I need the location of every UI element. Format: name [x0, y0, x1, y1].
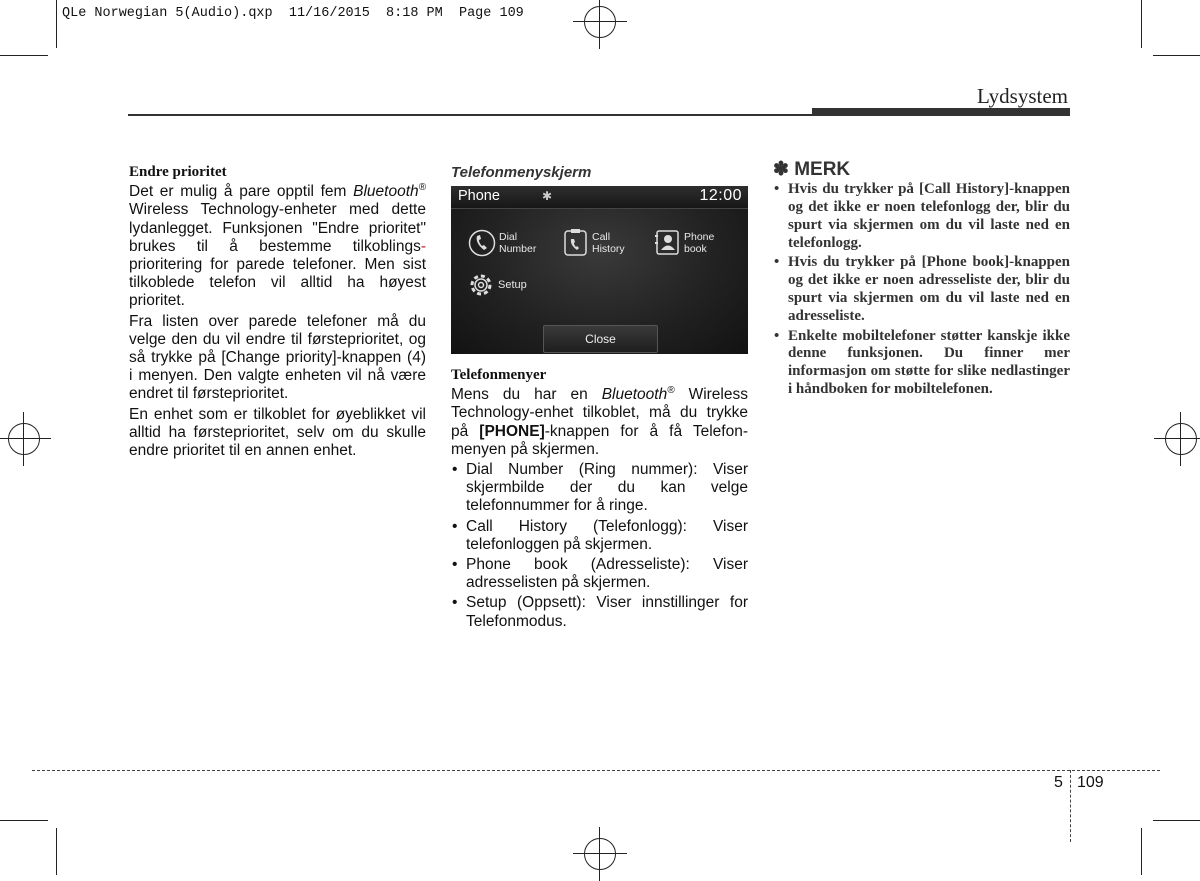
intro-paragraph: Mens du har en Bluetooth® Wireless Technology-enhet tilkoblet, må du trykke på [PHONE]-knappen for å få Telefon-menyen på skjermen.	[451, 385, 748, 458]
column-merk	[773, 161, 1070, 401]
gear-icon	[468, 272, 494, 298]
bluetooth-icon: ✱	[542, 189, 553, 203]
registration-mark	[1165, 423, 1197, 455]
column-telefonmenyer-text	[451, 366, 748, 633]
phone-book-icon	[655, 230, 681, 256]
call-history-label-2: History	[592, 242, 625, 255]
phone-book-label-1: Phone	[684, 231, 715, 243]
phone-book-label-2: book	[684, 242, 707, 255]
close-button[interactable]: Close	[543, 325, 658, 353]
merk-title: ✽ MERK	[773, 159, 851, 180]
registration-mark	[584, 838, 616, 870]
merk-bullet-list	[773, 181, 1070, 399]
registration-mark	[8, 423, 40, 455]
screen-title: Phone	[458, 188, 500, 204]
list-item: • Call History (Telefonlogg): Viser telefonloggen på skjermen.	[451, 518, 748, 554]
crop-mark	[0, 820, 48, 821]
phone-menu-screenshot	[451, 186, 748, 354]
list-item: • Setup (Oppsett): Viser innstillinger for Telefonmodus.	[451, 594, 748, 630]
crop-mark	[1141, 0, 1142, 48]
crop-mark	[56, 0, 57, 48]
print-slug: QLe Norwegian 5(Audio).qxp 11/16/2015 8:18 PM Page 109	[62, 6, 524, 21]
screen-status-bar	[451, 186, 748, 209]
paragraph-1: Det er mulig å pare opptil fem Bluetooth® Wireless Technology-enheter med dette lydanlegget. Funksjonen "Endre prioritet" brukes til å bestemme tilkoblings- prioritering for parede telefoner. Men sist tilkoblede telefon vil alltid ha høyest prioritet.	[129, 182, 426, 310]
paragraph-2: Fra listen over parede telefoner må du velge den du vil endre til førsteprioritet, og så trykke på [Change priority]-knappen (4) i menyen. Den valgte enheten vil nå være endret til førsteprioritet.	[129, 312, 426, 403]
list-item: • Hvis du trykker på [Phone book]-knappen og det ikke er noen adresseliste der, blir du spurt via skjermen om du vil laste ned en adresseliste.	[773, 254, 1070, 325]
registration-mark	[584, 6, 616, 38]
crop-mark	[1141, 828, 1142, 875]
menu-bullet-list	[451, 461, 748, 631]
screen-clock: 12:00	[699, 187, 742, 204]
header-rule	[128, 114, 1070, 116]
section-title: Lydsystem	[976, 84, 1068, 108]
setup-label: Setup	[498, 279, 527, 291]
page-number: 109	[1077, 774, 1104, 791]
crop-mark	[0, 55, 48, 56]
footer-dashed-divider	[1070, 770, 1071, 842]
crop-mark	[56, 828, 57, 875]
column-telefonmenyer	[451, 164, 748, 188]
heading-endre-prioritet: Endre prioritet	[129, 164, 227, 180]
list-item: • Hvis du trykker på [Call History]-knappen og det ikke er noen telefonlogg der, blir du spurt via skjermen om du vil laste ned en telefonlogg.	[773, 181, 1070, 252]
list-item: • Enkelte mobiltelefoner støtter kanskje ikke denne funksjonen. Du finner mer informasjon om støtte for slike nedlastinger i håndboken for mobiltelefonen.	[773, 328, 1070, 399]
screen-body	[451, 209, 748, 354]
dial-number-label-2: Number	[499, 242, 537, 255]
call-history-icon	[564, 229, 588, 257]
heading-telefonmenyer: Telefonmenyer	[451, 367, 547, 383]
phone-handset-icon	[468, 229, 496, 257]
list-item: • Dial Number (Ring nummer): Viser skjermbilde der du kan velge telefonnummer for å ringe.	[451, 461, 748, 516]
footer-dashed-rule	[32, 770, 1160, 771]
column-endre-prioritet	[129, 163, 426, 462]
paragraph-3: En enhet som er tilkoblet for øyeblikket vil alltid ha førsteprioritet, selv om du skulle endre prioritet til en annen enhet.	[129, 405, 426, 460]
figure-caption: Telefonmenyskjerm	[451, 164, 592, 181]
crop-mark	[1153, 820, 1200, 821]
chapter-number: 5	[1054, 774, 1063, 791]
dial-number-label-1: Dial	[499, 231, 518, 243]
list-item: • Phone book (Adresseliste): Viser adresselisten på skjermen.	[451, 556, 748, 592]
call-history-label-1: Call	[592, 231, 611, 243]
crop-mark	[1153, 55, 1200, 56]
